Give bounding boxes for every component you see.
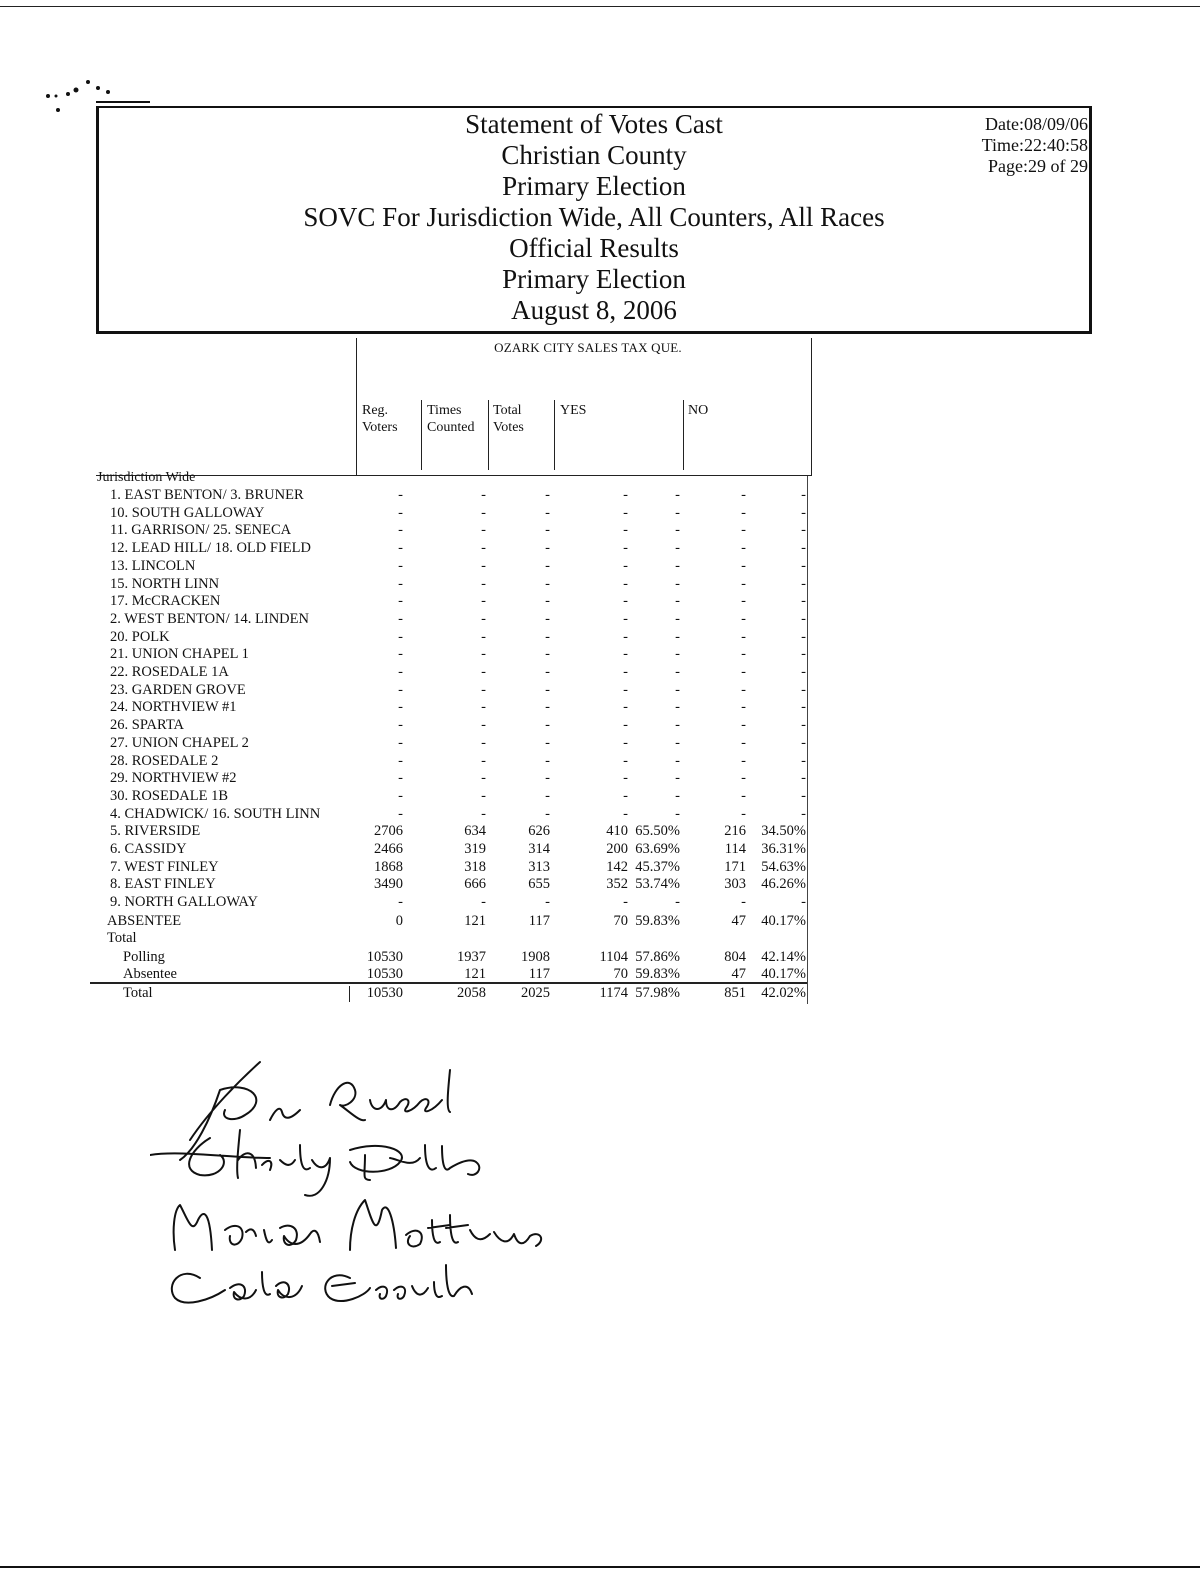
cell-times: -	[481, 699, 486, 716]
cell-yes-pct: 57.86%	[635, 949, 680, 965]
signature-2	[150, 1130, 479, 1196]
cell-yes-pct: -	[675, 646, 680, 663]
cell-total: -	[545, 770, 550, 787]
cell-yes-pct: 45.37%	[635, 858, 680, 875]
signature-1	[180, 1062, 450, 1160]
row-name: 7. WEST FINLEY	[110, 858, 219, 875]
cell-yes: -	[623, 699, 628, 716]
absentee-row	[0, 913, 1200, 930]
table-row	[0, 629, 1200, 646]
row-name: 17. McCRACKEN	[110, 593, 221, 610]
cell-yes-pct: -	[675, 610, 680, 627]
cell-times: -	[481, 593, 486, 610]
cell-total: -	[545, 681, 550, 698]
cell-times: -	[481, 787, 486, 804]
cell-yes: -	[623, 752, 628, 769]
table-row	[0, 841, 1200, 858]
table-row	[0, 788, 1200, 805]
cell-yes-pct: 57.98%	[635, 985, 680, 1001]
cell-total: -	[545, 593, 550, 610]
cell-no: -	[741, 610, 746, 627]
cell-yes: 70	[613, 966, 628, 982]
cell-total: -	[545, 787, 550, 804]
cell-times: -	[481, 805, 486, 822]
col-yes: YES	[560, 403, 587, 418]
row-name: 12. LEAD HILL/ 18. OLD FIELD	[110, 540, 311, 557]
cell-yes-pct: 53.74%	[635, 876, 680, 893]
row-name: 11. GARRISON/ 25. SENECA	[110, 522, 292, 539]
total-section-label-row	[0, 930, 1200, 947]
cell-total: -	[545, 557, 550, 574]
table-row	[0, 894, 1200, 911]
cell-times: 318	[464, 858, 486, 875]
table-row	[0, 735, 1200, 752]
cell-times: -	[481, 717, 486, 734]
cell-no: 804	[724, 949, 746, 965]
cell-yes-pct: -	[675, 504, 680, 521]
report-page: Page:29 of 29	[988, 156, 1088, 176]
cell-yes-pct: -	[675, 540, 680, 557]
cell-reg: -	[398, 664, 403, 680]
cell-no: -	[741, 557, 746, 574]
cell-reg: -	[398, 770, 403, 787]
cell-reg: 0	[395, 913, 403, 929]
cell-times: 2058	[457, 985, 486, 1001]
cell-no-pct: 40.17%	[761, 966, 806, 982]
race-right-border	[811, 338, 812, 476]
row-name: 1. EAST BENTON/ 3. BRUNER	[110, 487, 304, 503]
cell-yes-pct: -	[675, 628, 680, 645]
cell-times: 666	[464, 876, 486, 893]
cell-reg: 10530	[366, 966, 403, 982]
cell-yes-pct: -	[675, 487, 680, 503]
grand-total-row	[0, 985, 1200, 1002]
cell-reg: -	[398, 681, 403, 698]
cell-no: -	[741, 522, 746, 539]
row-name: 20. POLK	[110, 628, 170, 645]
right-edge-tick	[807, 476, 808, 1004]
report-scope: SOVC For Jurisdiction Wide, All Counters, All Races	[303, 202, 885, 232]
row-name: 24. NORTHVIEW #1	[110, 699, 237, 716]
cell-times: -	[481, 734, 486, 751]
table-row	[0, 593, 1200, 610]
cell-no: 47	[731, 913, 746, 929]
row-name: 10. SOUTH GALLOWAY	[110, 504, 265, 521]
table-row	[0, 859, 1200, 876]
cell-no: -	[741, 805, 746, 822]
total-rule-top	[90, 982, 808, 984]
row-name: 5. RIVERSIDE	[110, 823, 201, 840]
report-date: Date:08/09/06	[985, 114, 1088, 134]
cell-total: 117	[528, 966, 550, 982]
cell-no: -	[741, 681, 746, 698]
row-name: 27. UNION CHAPEL 2	[110, 734, 249, 751]
cell-reg: -	[398, 787, 403, 804]
cell-times: -	[481, 540, 486, 557]
row-name: 15. NORTH LINN	[110, 575, 220, 592]
cell-yes-pct: -	[675, 894, 680, 911]
cell-yes-pct: -	[675, 664, 680, 680]
cell-no-pct: 34.50%	[761, 823, 806, 840]
cell-no: -	[741, 699, 746, 716]
cell-yes: 142	[606, 858, 628, 875]
cell-times: 121	[464, 913, 486, 929]
race-left-border	[356, 338, 357, 476]
cell-yes-pct: -	[675, 734, 680, 751]
cell-reg: -	[398, 894, 403, 911]
cell-no-pct: 46.26%	[761, 876, 806, 893]
cell-times: 634	[464, 823, 486, 840]
cell-no: 114	[724, 841, 746, 857]
cell-no-pct: -	[801, 593, 806, 610]
total-row-left-bar	[349, 986, 350, 1002]
cell-yes-pct: -	[675, 575, 680, 592]
table-row	[0, 717, 1200, 734]
cell-yes-pct: -	[675, 681, 680, 698]
cell-reg: -	[398, 575, 403, 592]
cell-reg: -	[398, 540, 403, 557]
cell-yes: -	[623, 522, 628, 539]
cell-no-pct: -	[801, 610, 806, 627]
signature-3	[174, 1200, 542, 1250]
table-row	[0, 611, 1200, 628]
cell-total: 626	[528, 823, 550, 840]
cell-yes: -	[623, 540, 628, 557]
row-name: 26. SPARTA	[110, 717, 184, 734]
cell-total: -	[545, 504, 550, 521]
cell-yes-pct: -	[675, 805, 680, 822]
cell-no: -	[741, 717, 746, 734]
cell-no: -	[741, 664, 746, 680]
cell-total: 2025	[521, 985, 550, 1001]
table-row	[0, 682, 1200, 699]
row-name: 13. LINCOLN	[110, 557, 196, 574]
row-name: Polling	[123, 949, 165, 965]
cell-yes: 1104	[599, 949, 628, 965]
report-time: Time:22:40:58	[981, 135, 1088, 155]
col-reg-voters: Reg. Voters	[362, 403, 398, 435]
cell-no: -	[741, 752, 746, 769]
cell-no-pct: -	[801, 752, 806, 769]
cell-no-pct: -	[801, 504, 806, 521]
cell-no: -	[741, 593, 746, 610]
total-polling-row	[0, 949, 1200, 966]
cell-reg: -	[398, 522, 403, 539]
cell-total: -	[545, 522, 550, 539]
cell-yes: 352	[606, 876, 628, 893]
cell-times: 1937	[457, 949, 486, 965]
cell-yes-pct: 65.50%	[635, 823, 680, 840]
cell-reg: -	[398, 487, 403, 503]
cell-reg: 1868	[374, 858, 403, 875]
cell-yes: -	[623, 664, 628, 680]
cell-no-pct: -	[801, 522, 806, 539]
header-rule	[96, 475, 812, 476]
cell-no-pct: -	[801, 487, 806, 503]
cell-no-pct: -	[801, 540, 806, 557]
cell-reg: 2706	[374, 823, 403, 840]
total-section-label: Total	[107, 930, 137, 946]
cell-times: -	[481, 646, 486, 663]
table-row	[0, 522, 1200, 539]
county-name: Christian County	[501, 140, 687, 170]
cell-no: -	[741, 628, 746, 645]
cell-times: 121	[464, 966, 486, 982]
cell-reg: -	[398, 752, 403, 769]
cell-yes: -	[623, 734, 628, 751]
election-name: Primary Election	[502, 171, 686, 201]
table-row	[0, 558, 1200, 575]
row-name: 28. ROSEDALE 2	[110, 752, 219, 769]
cell-reg: -	[398, 593, 403, 610]
cell-yes: -	[623, 557, 628, 574]
table-row	[0, 664, 1200, 681]
cell-times: -	[481, 628, 486, 645]
row-name: 4. CHADWICK/ 16. SOUTH LINN	[110, 805, 321, 822]
cell-total: 313	[528, 858, 550, 875]
cell-no-pct: -	[801, 717, 806, 734]
row-name: 29. NORTHVIEW #2	[110, 770, 237, 787]
cell-yes: -	[623, 770, 628, 787]
jurisdiction-label: Jurisdiction Wide	[97, 470, 196, 485]
cell-no: -	[741, 487, 746, 503]
cell-yes: 200	[606, 841, 628, 857]
table-row	[0, 646, 1200, 663]
signatures	[150, 1050, 580, 1310]
report-title: Statement of Votes Cast	[465, 109, 723, 139]
cell-reg: -	[398, 717, 403, 734]
cell-yes: -	[623, 681, 628, 698]
cell-no-pct: -	[801, 575, 806, 592]
row-name: 6. CASSIDY	[110, 841, 187, 857]
table-row	[0, 823, 1200, 840]
cell-yes: -	[623, 628, 628, 645]
cell-total: -	[545, 646, 550, 663]
cell-no: -	[741, 894, 746, 911]
cell-times: -	[481, 894, 486, 911]
cell-no: 47	[731, 966, 746, 982]
report-meta	[982, 114, 1088, 177]
row-name: 21. UNION CHAPEL 1	[110, 646, 249, 663]
scan-top-edge	[0, 6, 1200, 7]
cell-yes: -	[623, 504, 628, 521]
col-divider-no	[683, 400, 684, 470]
cell-yes-pct: -	[675, 752, 680, 769]
cell-yes: 1174	[599, 985, 628, 1001]
cell-no-pct: 54.63%	[761, 858, 806, 875]
cell-no: 851	[724, 985, 746, 1001]
cell-times: -	[481, 522, 486, 539]
cell-times: -	[481, 610, 486, 627]
cell-no-pct: 36.31%	[761, 841, 806, 857]
cell-total: -	[545, 805, 550, 822]
row-name: 2. WEST BENTON/ 14. LINDEN	[110, 610, 309, 627]
cell-total: -	[545, 699, 550, 716]
election-name-repeat: Primary Election	[502, 264, 686, 294]
table-row	[0, 540, 1200, 557]
cell-reg: -	[398, 734, 403, 751]
cell-yes-pct: -	[675, 699, 680, 716]
cell-total: -	[545, 894, 550, 911]
row-name: 9. NORTH GALLOWAY	[110, 894, 259, 911]
cell-no-pct: -	[801, 770, 806, 787]
cell-no: -	[741, 540, 746, 557]
cell-yes: -	[623, 717, 628, 734]
cell-no: -	[741, 575, 746, 592]
cell-times: -	[481, 664, 486, 680]
cell-reg: -	[398, 699, 403, 716]
table-row	[0, 487, 1200, 504]
cell-times: -	[481, 557, 486, 574]
row-name: 23. GARDEN GROVE	[110, 681, 246, 698]
cell-no-pct: -	[801, 805, 806, 822]
cell-no: -	[741, 504, 746, 521]
cell-yes-pct: -	[675, 522, 680, 539]
cell-yes-pct: -	[675, 557, 680, 574]
cell-no-pct: -	[801, 894, 806, 911]
cell-yes-pct: -	[675, 593, 680, 610]
cell-total: -	[545, 664, 550, 680]
cell-times: 319	[464, 841, 486, 857]
col-divider-yes	[554, 400, 555, 470]
race-title: OZARK CITY SALES TAX QUE.	[494, 340, 682, 355]
cell-yes: 70	[613, 913, 628, 929]
cell-no-pct: -	[801, 681, 806, 698]
cell-total: -	[545, 540, 550, 557]
cell-no-pct: -	[801, 699, 806, 716]
cell-no-pct: -	[801, 646, 806, 663]
col-divider-times	[421, 400, 422, 470]
cell-yes: -	[623, 646, 628, 663]
cell-yes-pct: 59.83%	[635, 966, 680, 982]
cell-no: -	[741, 734, 746, 751]
table-row	[0, 806, 1200, 823]
cell-yes-pct: -	[675, 770, 680, 787]
row-name: Absentee	[123, 966, 177, 982]
cell-times: -	[481, 575, 486, 592]
row-name: 22. ROSEDALE 1A	[110, 664, 229, 680]
cell-no-pct: -	[801, 787, 806, 804]
cell-reg: -	[398, 557, 403, 574]
col-no: NO	[688, 403, 709, 418]
cell-total: -	[545, 752, 550, 769]
table-row	[0, 699, 1200, 716]
cell-no: 171	[724, 858, 746, 875]
cell-reg: 10530	[366, 985, 403, 1001]
cell-total: -	[545, 610, 550, 627]
table-row	[0, 753, 1200, 770]
col-times-counted: Times Counted	[427, 403, 475, 435]
row-name: 30. ROSEDALE 1B	[110, 787, 229, 804]
cell-reg: -	[398, 504, 403, 521]
cell-reg: -	[398, 610, 403, 627]
cell-reg: 3490	[374, 876, 403, 893]
cell-yes: -	[623, 593, 628, 610]
row-name: 8. EAST FINLEY	[110, 876, 216, 893]
cell-times: -	[481, 681, 486, 698]
results-status: Official Results	[509, 233, 679, 263]
cell-no-pct: -	[801, 664, 806, 680]
col-divider-total	[488, 400, 489, 470]
cell-total: -	[545, 717, 550, 734]
cell-total: 314	[528, 841, 550, 857]
cell-total: -	[545, 628, 550, 645]
cell-reg: -	[398, 628, 403, 645]
cell-no-pct: -	[801, 557, 806, 574]
cell-no-pct: 40.17%	[761, 913, 806, 929]
cell-no-pct: 42.14%	[761, 949, 806, 965]
cell-reg: 10530	[366, 949, 403, 965]
cell-no: -	[741, 787, 746, 804]
cell-no-pct: 42.02%	[761, 985, 806, 1001]
cell-yes-pct: -	[675, 787, 680, 804]
cell-reg: -	[398, 646, 403, 663]
cell-no: -	[741, 646, 746, 663]
cell-yes: -	[623, 487, 628, 503]
cell-total: -	[545, 487, 550, 503]
cell-yes: -	[623, 787, 628, 804]
cell-times: -	[481, 504, 486, 521]
cell-times: -	[481, 770, 486, 787]
table-row	[0, 576, 1200, 593]
cell-total: 117	[528, 913, 550, 929]
table-row	[0, 505, 1200, 522]
cell-yes-pct: -	[675, 717, 680, 734]
cell-yes: -	[623, 894, 628, 911]
cell-yes: 410	[606, 823, 628, 840]
cell-no-pct: -	[801, 628, 806, 645]
cell-times: -	[481, 487, 486, 503]
cell-yes: -	[623, 805, 628, 822]
cell-total: -	[545, 575, 550, 592]
cell-yes: -	[623, 575, 628, 592]
row-name: Total	[123, 985, 153, 1001]
cell-total: 655	[528, 876, 550, 893]
cell-no-pct: -	[801, 734, 806, 751]
col-total-votes: Total Votes	[493, 403, 524, 435]
cell-reg: -	[398, 805, 403, 822]
cell-total: -	[545, 734, 550, 751]
cell-no: 216	[724, 823, 746, 840]
row-name: ABSENTEE	[107, 913, 182, 929]
election-date: August 8, 2006	[511, 295, 677, 325]
table-row	[0, 770, 1200, 787]
table-row	[0, 876, 1200, 893]
scan-bottom-edge	[0, 1566, 1200, 1568]
cell-no: 303	[724, 876, 746, 893]
cell-reg: 2466	[374, 841, 403, 857]
cell-no: -	[741, 770, 746, 787]
cell-total: 1908	[521, 949, 550, 965]
signature-4	[172, 1265, 472, 1303]
total-absentee-row	[0, 966, 1200, 983]
cell-yes: -	[623, 610, 628, 627]
cell-yes-pct: 63.69%	[635, 841, 680, 857]
cell-times: -	[481, 752, 486, 769]
cell-yes-pct: 59.83%	[635, 913, 680, 929]
